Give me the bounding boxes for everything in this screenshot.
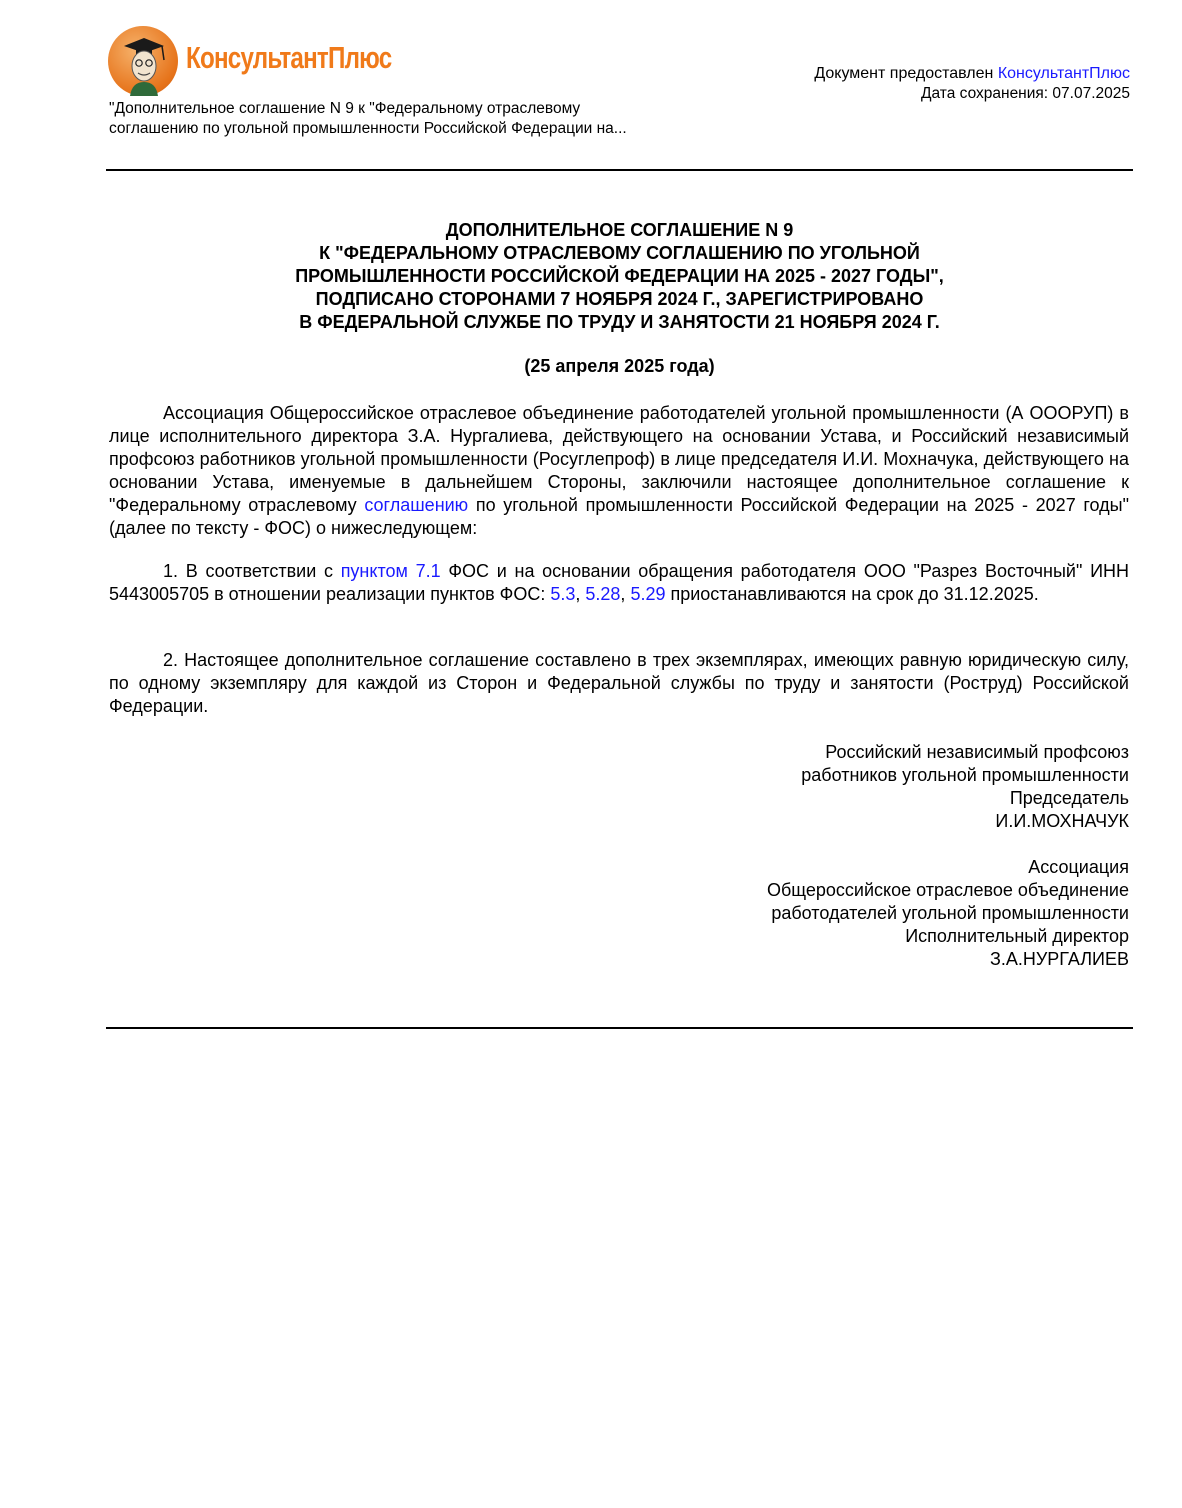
- title-line: К "ФЕДЕРАЛЬНОМУ ОТРАСЛЕВОМУ СОГЛАШЕНИЮ ПО УГОЛЬНОЙ: [319, 243, 920, 263]
- logo-wordmark: КонсультантПлюс: [186, 40, 392, 75]
- item-1-paragraph: [109, 560, 1129, 606]
- header-divider: [106, 169, 1133, 171]
- title-line: ПРОМЫШЛЕННОСТИ РОССИЙСКОЙ ФЕДЕРАЦИИ НА 2025 - 2027 ГОДЫ",: [295, 266, 944, 286]
- clause-5-29-link[interactable]: 5.29: [630, 584, 666, 604]
- signature-line: Председатель: [1009, 788, 1129, 808]
- professor-mascot-icon: [108, 26, 178, 96]
- item-2-paragraph: 2. Настоящее дополнительное соглашение составлено в трех экземплярах, имеющих равную юридическую силу, по одному экземпляру для каждой из Сторон и Федеральной службы по труду и занятости (Роструд) Российской Федерации.: [109, 650, 1129, 716]
- document-reference: [109, 99, 669, 139]
- separator: ,: [620, 584, 631, 604]
- signature-line: работодателей угольной промышленности: [771, 903, 1129, 923]
- provider-link[interactable]: КонсультантПлюс: [997, 65, 1130, 82]
- title-line: ПОДПИСАНО СТОРОНАМИ 7 НОЯБРЯ 2024 Г., ЗАРЕГИСТРИРОВАНО: [315, 289, 924, 309]
- title-line: ДОПОЛНИТЕЛЬНОЕ СОГЛАШЕНИЕ N 9: [445, 220, 794, 240]
- item-1-text-mid: ФОС и на основании обращения работодателя ООО "Разрез Восточный" ИНН 5443005705 в отношении реализации пунктов ФОС:: [109, 561, 1130, 604]
- intro-text-end: по угольной промышленности Российской Федерации на 2025 - 2027 годы" (далее по тексту - ФОС) о нижеследующем:: [109, 495, 1130, 538]
- save-date: Дата сохранения: 07.07.2025: [921, 85, 1130, 102]
- intro-paragraph: [109, 402, 1129, 540]
- clause-5-28-link[interactable]: 5.28: [585, 584, 621, 604]
- separator: ,: [575, 584, 586, 604]
- signature-line: З.А.НУРГАЛИЕВ: [989, 949, 1129, 969]
- signature-line: работников угольной промышленности: [801, 765, 1129, 785]
- agreement-link[interactable]: соглашению: [364, 495, 469, 515]
- clause-5-3-link[interactable]: 5.3: [550, 584, 576, 604]
- signature-association: [529, 856, 1129, 971]
- intro-text: Ассоциация Общероссийское отраслевое объединение работодателей угольной промышленности (А ОООРУП) в лице исполнительного директора З.А. Нургалиева, действующего на основании Устава, и Российский независимый профсоюз работников угольной промышленности (Росуглепроф) в лице председателя И.И. Мохначука, действующего на основании Устава, именуемые в дальнейшем Стороны, заключили настоящее дополнительное соглашение к "Федеральному отраслевому: [109, 403, 1129, 515]
- title-line: В ФЕДЕРАЛЬНОЙ СЛУЖБЕ ПО ТРУДУ И ЗАНЯТОСТИ 21 НОЯБРЯ 2024 Г.: [299, 312, 940, 332]
- signature-line: Общероссийское отраслевое объединение: [766, 880, 1129, 900]
- doc-ref-line1: "Дополнительное соглашение N 9 к "Федеральному отраслевому: [109, 100, 581, 117]
- signature-line: Исполнительный директор: [905, 926, 1129, 946]
- item-1-text: 1. В соответствии с: [163, 561, 341, 581]
- signature-line: Российский независимый профсоюз: [825, 742, 1129, 762]
- consultantplus-logo: [108, 26, 428, 96]
- signature-line: Ассоциация: [1028, 857, 1129, 877]
- clause-7-1-link[interactable]: пунктом 7.1: [340, 561, 441, 581]
- agreement-date: (25 апреля 2025 года): [524, 356, 715, 376]
- doc-ref-line2: соглашению по угольной промышленности Российской Федерации на...: [109, 120, 627, 137]
- signature-trade-union: [529, 741, 1129, 833]
- provided-by: [814, 64, 1130, 84]
- signature-line: И.И.МОХНАЧУК: [995, 811, 1129, 831]
- document-title: [106, 219, 1133, 334]
- footer-divider: [106, 1027, 1133, 1029]
- provided-prefix: Документ предоставлен: [814, 65, 998, 82]
- item-1-text-end: приостанавливаются на срок до 31.12.2025.: [665, 584, 1039, 604]
